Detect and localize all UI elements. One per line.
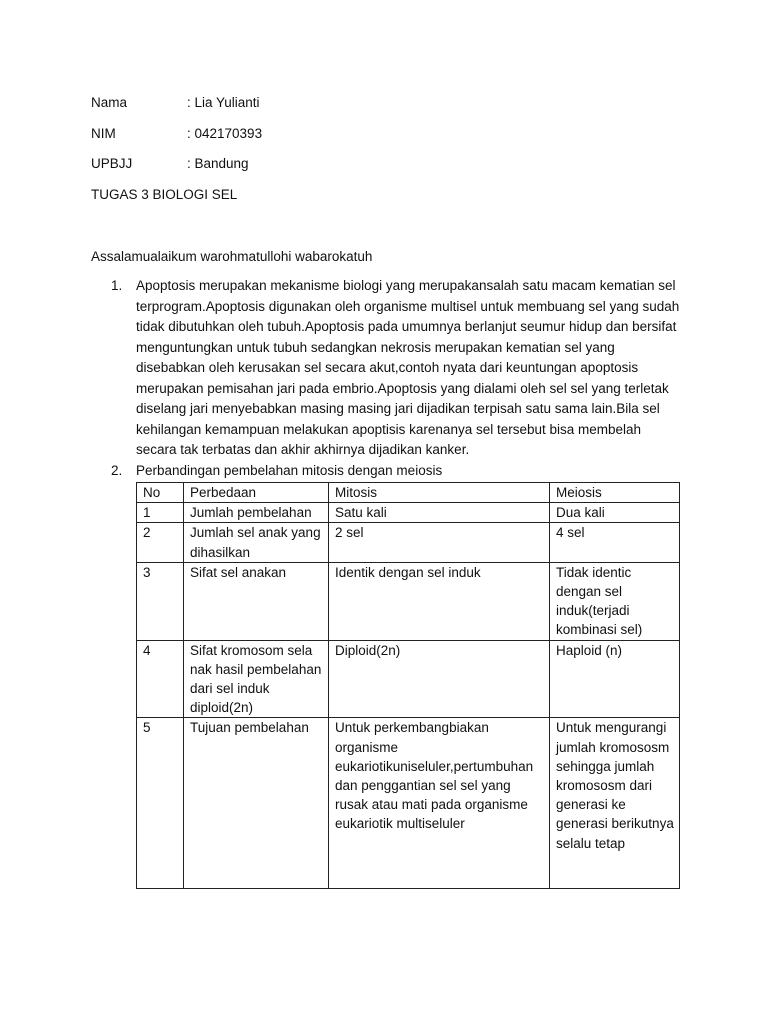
table-cell: Sifat sel anakan: [184, 562, 329, 640]
answer-list: [91, 276, 681, 481]
table-cell: Jumlah sel anak yang dihasilkan: [184, 523, 329, 562]
table-row: [137, 562, 680, 640]
upbjj-field: [91, 154, 249, 174]
name-value: : Lia Yulianti: [187, 95, 260, 110]
header-meiosis: Meiosis: [550, 483, 680, 503]
nim-label: NIM: [91, 126, 116, 141]
upbjj-value: : Bandung: [187, 156, 249, 171]
header-mitosis: Mitosis: [329, 483, 550, 503]
table-cell: 2: [137, 523, 184, 562]
upbjj-label: UPBJJ: [91, 156, 133, 171]
answer-2-text: Perbandingan pembelahan mitosis dengan meiosis: [136, 462, 443, 478]
table-cell: Jumlah pembelahan: [184, 503, 329, 523]
table-cell: 1: [137, 503, 184, 523]
header-no: No: [137, 483, 184, 503]
list-item-number: 1.: [111, 278, 123, 293]
name-label: Nama: [91, 95, 128, 110]
table-cell: Haploid (n): [550, 640, 680, 718]
table-row: [137, 718, 680, 889]
table-row: [137, 640, 680, 718]
list-item: [91, 461, 681, 482]
table-header-row: [137, 483, 680, 503]
header-perbedaan: Perbedaan: [184, 483, 329, 503]
list-item: [91, 276, 681, 461]
nim-value: : 042170393: [187, 126, 263, 141]
table-cell: Tidak identic dengan sel induk(terjadi kombinasi sel): [550, 562, 680, 640]
table-cell: 4: [137, 640, 184, 718]
table-row: [137, 523, 680, 562]
table-cell: 2 sel: [329, 523, 550, 562]
name-field: [91, 93, 260, 113]
table-cell: Sifat kromosom sela nak hasil pembelahan dari sel induk diploid(2n): [184, 640, 329, 718]
table-cell: 3: [137, 562, 184, 640]
table-cell: 4 sel: [550, 523, 680, 562]
table-cell: 5: [137, 718, 184, 889]
list-item-number: 2.: [111, 462, 123, 478]
answer-1-text: Apoptosis merupakan mekanisme biologi yang merupakansalah satu macam kematian sel terprogram.Apoptosis digunakan oleh organisme multisel untuk membuang sel yang sudah tidak dibutuhkan oleh tubuh.Apoptosis pada umumnya berlanjut seumur hidup dan bersifat menguntungkan untuk tubuh sedangkan nekrosis merupakan kematian sel yang disebabkan oleh kerusakan sel secara akut,contoh nyata dari keuntungan apoptosis merupakan pemisahan jari pada embrio.Apoptosis yang dialami oleh sel sel yang terletak diselang jari menyebabkan masing masing jari dijadikan terpisah satu sama lain.Bila sel kehilangan kemampuan melakukan apoptisis karenanya sel tersebut bisa membelah secara tak terbatas dan akhir akhirnya dijadikan kanker.: [136, 278, 680, 457]
greeting: Assalamualaikum warohmatullohi wabarokatuh: [91, 249, 373, 264]
table-cell: Tujuan pembelahan: [184, 718, 329, 889]
table-cell: Dua kali: [550, 503, 680, 523]
table-cell: Diploid(2n): [329, 640, 550, 718]
table-cell: Identik dengan sel induk: [329, 562, 550, 640]
table-cell: Satu kali: [329, 503, 550, 523]
table-cell: Untuk perkembangbiakan organisme eukariotikuniseluler,pertumbuhan dan penggantian sel sel yang rusak atau mati pada organisme eukariotik multiseluler: [329, 718, 550, 889]
table-cell: Untuk mengurangi jumlah kromososm sehingga jumlah kromososm dari generasi ke generasi berikutnya selalu tetap: [550, 718, 680, 889]
document-title: TUGAS 3 BIOLOGI SEL: [91, 187, 238, 202]
nim-field: [91, 124, 262, 144]
table-row: [137, 503, 680, 523]
comparison-table: [136, 482, 680, 889]
